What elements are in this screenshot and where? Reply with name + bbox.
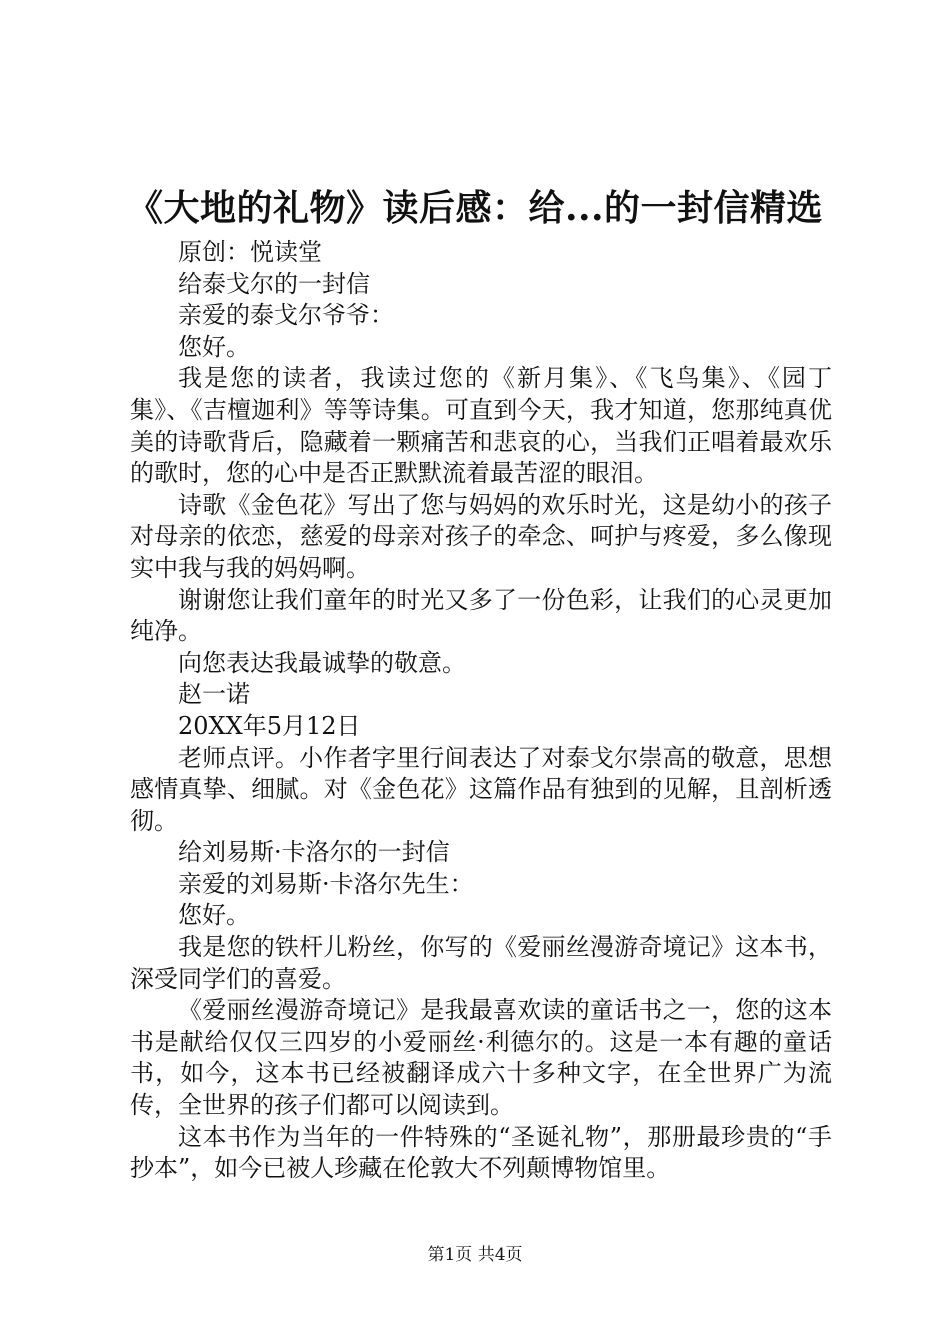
paragraph-tagore-2: 诗歌《金色花》写出了您与妈妈的欢乐时光，这是幼小的孩子对母亲的依恋，慈爱的母亲对孩子的牵念、呵护与疼爱，多么像现实中我与我的妈妈啊。: [130, 490, 832, 582]
salutation-tagore: 亲爱的泰戈尔爷爷：: [178, 301, 394, 330]
paragraph-carroll-1: 我是您的铁杆儿粉丝，你写的《爱丽丝漫游奇境记》这本书，深受同学们的喜爱。: [130, 933, 832, 993]
paragraph-tagore-1: 我是您的读者，我读过您的《新月集》、《飞鸟集》、《园丁集》、《吉檀迦利》等等诗集。可直到今天，我才知道，您那纯真优美的诗歌背后，隐藏着一颗痛苦和悲哀的心，当我们正唱着最欢乐的歌时，您的心中是否正默默流着最苦涩的眼泪。: [130, 364, 832, 488]
greeting-tagore: 您好。: [178, 332, 250, 361]
signature-date: 20XX年5月12日: [178, 711, 361, 740]
paragraph-carroll-2: 《爱丽丝漫游奇境记》是我最喜欢读的童话书之一，您的这本书是献给仅仅三四岁的小爱丽丝·利德尔的。这是一本有趣的童话书，如今，这本书已经被翻译成六十多种文字，在全世界广为流传，全世界的孩子们都可以阅读到。: [130, 996, 832, 1120]
teacher-comment: 老师点评。小作者字里行间表达了对泰戈尔崇高的敬意，思想感情真挚、细腻。对《金色花》这篇作品有独到的见解，且剖析透彻。: [130, 743, 832, 835]
document-title: 《大地的礼物》读后感：给...的一封信精选: [126, 187, 824, 229]
greeting-carroll: 您好。: [178, 901, 250, 930]
salutation-carroll: 亲爱的刘易斯·卡洛尔先生：: [178, 869, 474, 898]
page-indicator: 第1页 共4页: [427, 1245, 523, 1265]
paragraph-tagore-3: 谢谢您让我们童年的时光又多了一份色彩，让我们的心灵更加纯净。: [130, 585, 832, 646]
paragraph-carroll-3: 这本书作为当年的一件特殊的“圣诞礼物”，那册最珍贵的“手抄本”，如今已被人珍藏在伦敦大不列颠博物馆里。: [130, 1122, 832, 1183]
signature-name: 赵一诺: [178, 680, 250, 709]
letter-heading-carroll: 给刘易斯·卡洛尔的一封信: [178, 838, 450, 867]
letter-heading-tagore: 给泰戈尔的一封信: [178, 269, 370, 298]
author-line: 原创：悦读堂: [178, 238, 322, 266]
closing-tagore: 向您表达我最诚挚的敬意。: [178, 648, 466, 677]
document-body: [130, 237, 832, 1185]
